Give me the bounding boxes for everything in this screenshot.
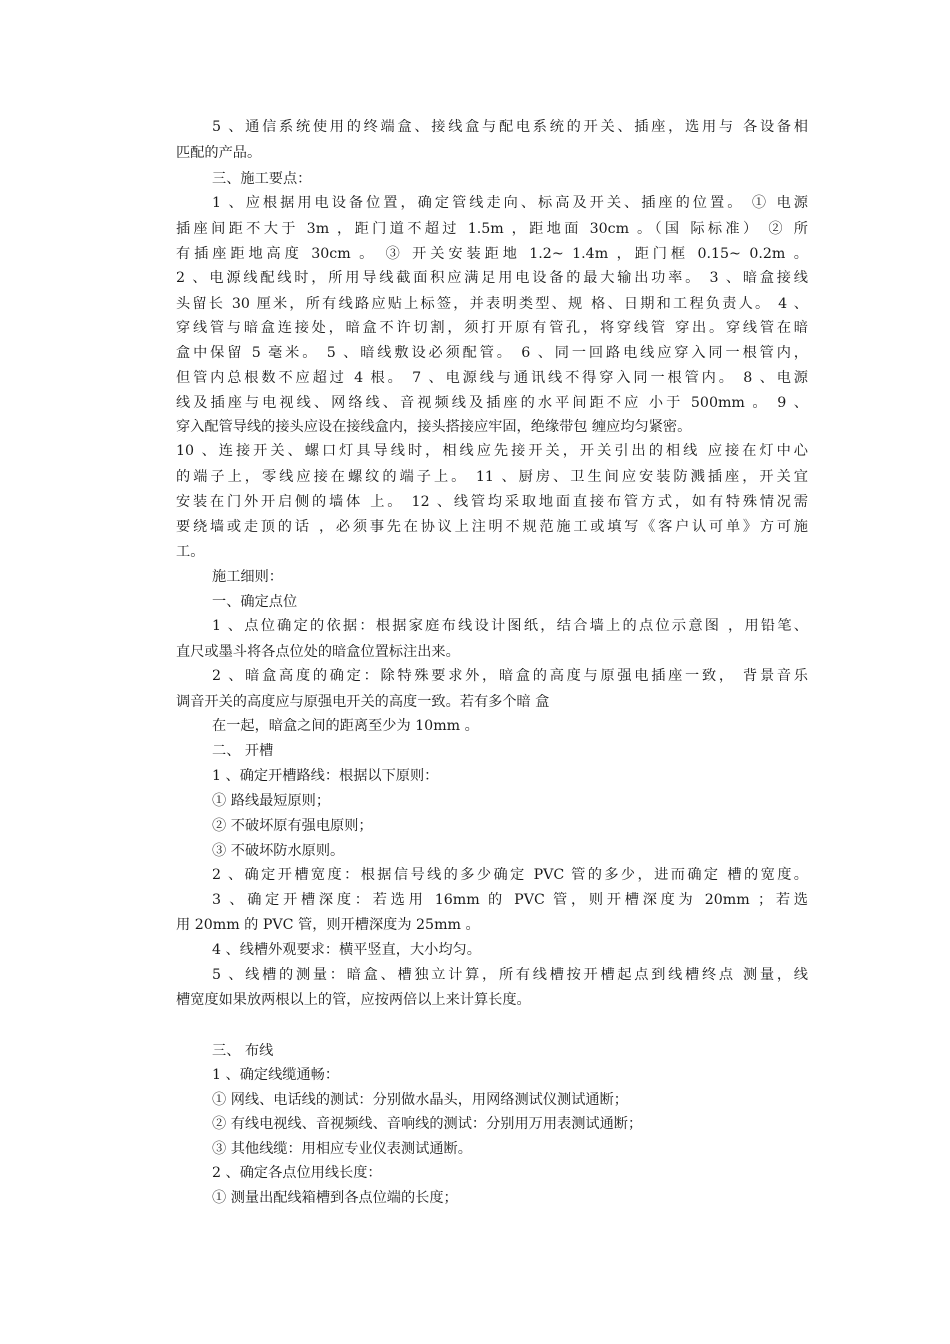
text-line: 5 、通信系统使用的终端盒、接线盒与配电系统的开关、插座，选用与 各设备相 <box>212 119 808 135</box>
text-line: 5 、线槽的测量：暗盒、槽独立计算，所有线槽按开槽起点到线槽终点 测量，线 <box>212 967 808 983</box>
section-heading: 二、 开槽 <box>212 743 274 759</box>
section-heading: 一、确定点位 <box>212 594 298 610</box>
text-line: 在一起，暗盒之间的距离至少为 10mm 。 <box>212 718 479 734</box>
text-line: 穿入配管导线的接头应设在接线盒内，接头搭接应牢固，绝缘带包 缠应均匀紧密。 <box>176 419 692 435</box>
text-line: 头留长 30 厘米，所有线路应贴上标签，并表明类型、规 格、日期和工程负责人。 4 、 <box>176 296 808 312</box>
text-line: 1 、应根据用电设备位置，确定管线走向、标高及开关、插座的位置。 ① 电源 <box>212 195 808 211</box>
text-line: 安装在门外开启侧的墙体 上。 12 、线管均采取地面直接布管方式，如有特殊情况需 <box>176 494 808 510</box>
text-line: 1 、确定线缆通畅： <box>212 1067 340 1083</box>
text-line: 2 、电源线配线时，所用导线截面积应满足用电设备的最大输出功率。 3 、暗盒接线 <box>176 270 808 286</box>
section-heading: 三、 布线 <box>212 1043 274 1059</box>
text-line: 用 20mm 的 PVC 管，则开槽深度为 25mm 。 <box>176 917 480 933</box>
text-line: 匹配的产品。 <box>176 145 262 161</box>
text-line: 的端子上，零线应接在螺纹的端子上。 11 、厨房、卫生间应安装防溅插座，开关宜 <box>176 469 808 485</box>
list-item: ① 路线最短原则； <box>212 793 331 809</box>
list-item: ③ 不破坏防水原则。 <box>212 843 345 859</box>
section-heading: 三、施工要点： <box>212 171 312 187</box>
text-line: 2 、确定各点位用线长度： <box>212 1165 382 1181</box>
text-line: 调音开关的高度应与原强电开关的高度一致。若有多个暗 盒 <box>176 694 550 710</box>
text-line: 直尺或墨斗将各点位处的暗盒位置标注出来。 <box>176 644 460 660</box>
text-line: 10 、连接开关、螺口灯具导线时，相线应先接开关，开关引出的相线 应接在灯中心 <box>176 443 808 459</box>
text-line: 盒中保留 5 毫米。 5 、暗线敷设必须配管。 6 、同一回路电线应穿入同一根管内， <box>176 345 808 361</box>
list-item: ③ 其他线缆：用相应专业仪表测试通断。 <box>212 1141 472 1157</box>
list-item: ① 网线、电话线的测试：分别做水晶头，用网络测试仪测试通断； <box>212 1092 628 1108</box>
text-line: 2 、确定开槽宽度：根据信号线的多少确定 PVC 管的多少，进而确定 槽的宽度。 <box>212 867 808 883</box>
text-line: 1 、点位确定的依据：根据家庭布线设计图纸，结合墙上的点位示意图 ，用铅笔、 <box>212 618 808 634</box>
text-line: 插座间距不大于 3m ，距门道不超过 1.5m ，距地面 30cm 。（国 际标准） ② 所 <box>176 221 808 237</box>
list-item: ① 测量出配线箱槽到各点位端的长度； <box>212 1190 458 1206</box>
text-line: 2 、暗盒高度的确定：除特殊要求外，暗盒的高度与原强电插座一致， 背景音乐 <box>212 668 808 684</box>
text-line: 1 、确定开槽路线：根据以下原则： <box>212 768 439 784</box>
text-line: 4 、线槽外观要求：横平竖直，大小均匀。 <box>212 942 481 958</box>
list-item: ② 有线电视线、音视频线、音响线的测试：分别用万用表测试通断； <box>212 1116 643 1132</box>
text-line: 要绕墙或走顶的话 ，必须事先在协议上注明不规范施工或填写《客户认可单》方可施 <box>176 519 808 535</box>
list-item: ② 不破坏原有强电原则； <box>212 818 373 834</box>
text-line: 槽宽度如果放两根以上的管，应按两倍以上来计算长度。 <box>176 992 531 1008</box>
text-line: 穿线管与暗盒连接处，暗盒不许切割，须打开原有管孔，将穿线管 穿出。穿线管在暗 <box>176 320 808 336</box>
text-line: 有插座距地高度 30cm 。 ③ 开关安装距地 1.2~ 1.4m ，距门框 0.15~ 0.2m 。 <box>176 246 808 262</box>
text-line: 工。 <box>176 544 205 560</box>
text-line: 线及插座与电视线、网络线、音视频线及插座的水平间距不应 小于 500mm 。 9 、 <box>176 395 808 411</box>
text-line: 但管内总根数不应超过 4 根。 7 、电源线与通讯线不得穿入同一根管内。 8 、电源 <box>176 370 808 386</box>
text-line: 3 、确定开槽深度：若选用 16mm 的 PVC 管，则开槽深度为 20mm ；若选 <box>212 892 808 908</box>
section-heading: 施工细则： <box>212 569 283 585</box>
